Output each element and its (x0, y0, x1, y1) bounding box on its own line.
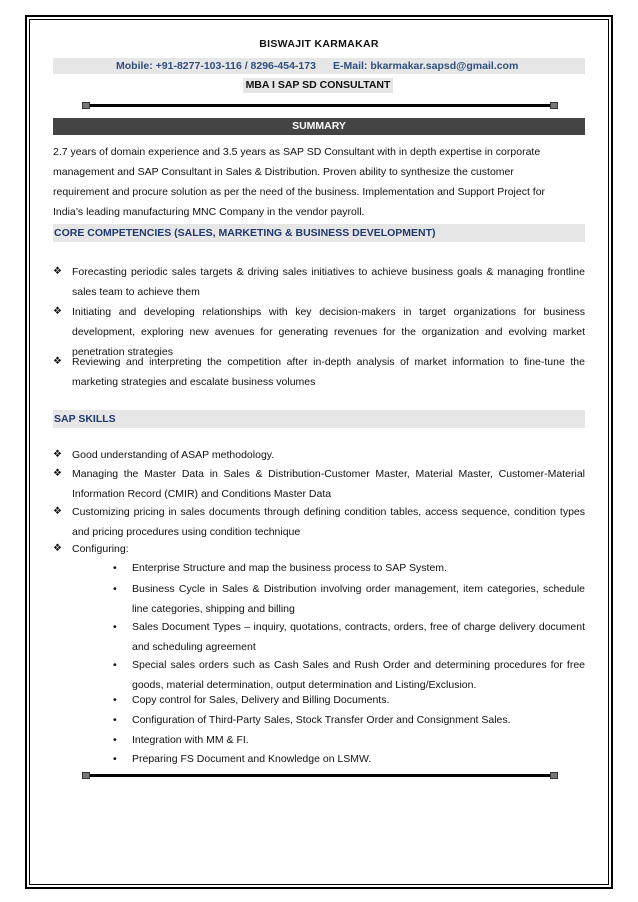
list-item: ❖ Initiating and developing relationships with key decision-makers in target organizations for business development, exploring new avenues for generating revenues for the organization and evolving market penetration strategies (53, 302, 585, 362)
diamond-bullet-icon: ❖ (53, 356, 62, 367)
rule-cap-right (550, 772, 558, 779)
config-item: • Configuration of Third-Party Sales, Stock Transfer Order and Consignment Sales. (113, 710, 585, 730)
dot-bullet-icon: • (113, 734, 117, 746)
summary-line: requirement and procure solution as per the need of the business. Implementation and Support Project for (53, 186, 546, 198)
config-item: • Special sales orders such as Cash Sales and Rush Order and determining procedures for free goods, material determination, output determination and Listing/Exclusion. (113, 655, 585, 695)
list-item: ❖ Reviewing and interpreting the competition after in-depth analysis of market information to fine-tune the marketing strategies and escalate business volumes (53, 352, 585, 392)
list-item: ❖ Good understanding of ASAP methodology. (53, 445, 585, 465)
diamond-bullet-icon: ❖ (53, 306, 62, 317)
candidate-name: BISWAJIT KARMAKAR (259, 38, 379, 50)
list-item: ❖ Managing the Master Data in Sales & Distribution-Customer Master, Material Master, Customer-Material Information Record (CMIR) and Conditions Master Data (53, 464, 585, 504)
config-item: • Business Cycle in Sales & Distribution involving order management, item categories, schedule line categories, shipping and billing (113, 579, 585, 619)
config-item: • Sales Document Types – inquiry, quotations, contracts, orders, free of charge delivery document and scheduling agreement (113, 617, 585, 657)
dot-bullet-icon: • (113, 659, 117, 671)
diamond-bullet-icon: ❖ (53, 266, 62, 277)
rule-cap-left (82, 102, 90, 109)
summary-line: 2.7 years of domain experience and 3.5 years as SAP SD Consultant with in depth expertise in corporate (53, 146, 541, 158)
dot-bullet-icon: • (113, 583, 117, 595)
summary-line: management and SAP Consultant in Sales & Distribution. Proven ability to synthesize the customer (53, 166, 514, 178)
config-item: • Enterprise Structure and map the business process to SAP System. (113, 558, 585, 578)
summary-line: India’s leading manufacturing MNC Company in the vendor payroll. (53, 206, 365, 218)
divider-bottom (86, 774, 554, 777)
summary-heading: SUMMARY (53, 118, 585, 135)
rule-cap-right (550, 102, 558, 109)
dot-bullet-icon: • (113, 714, 117, 726)
headline: MBA I SAP SD CONSULTANT (243, 78, 393, 93)
sap-skills-heading: SAP SKILLS (53, 410, 585, 428)
config-item: • Copy control for Sales, Delivery and Billing Documents. (113, 690, 585, 710)
config-item: • Integration with MM & FI. (113, 730, 585, 750)
dot-bullet-icon: • (113, 621, 117, 633)
dot-bullet-icon: • (113, 562, 117, 574)
diamond-bullet-icon: ❖ (53, 468, 62, 479)
rule-cap-left (82, 772, 90, 779)
list-item: ❖ Customizing pricing in sales documents through defining condition tables, access sequence, condition types and pricing procedures using condition technique (53, 502, 585, 542)
mobile-number: Mobile: +91-8277-103-116 / 8296-454-173 (116, 60, 316, 72)
dot-bullet-icon: • (113, 753, 117, 765)
config-item: • Preparing FS Document and Knowledge on LSMW. (113, 749, 585, 769)
summary-text (53, 142, 585, 222)
diamond-bullet-icon: ❖ (53, 543, 62, 554)
diamond-bullet-icon: ❖ (53, 506, 62, 517)
list-item: ❖ Configuring: (53, 539, 585, 559)
diamond-bullet-icon: ❖ (53, 449, 62, 460)
list-item: ❖ Forecasting periodic sales targets & driving sales initiatives to achieve business goals & managing frontline sales team to achieve them (53, 262, 585, 302)
email-address: E-Mail: bkarmakar.sapsd@gmail.com (333, 60, 519, 72)
dot-bullet-icon: • (113, 694, 117, 706)
core-competencies-heading: CORE COMPETENCIES (SALES, MARKETING & BUSINESS DEVELOPMENT) (53, 224, 585, 242)
divider-top (86, 104, 554, 107)
